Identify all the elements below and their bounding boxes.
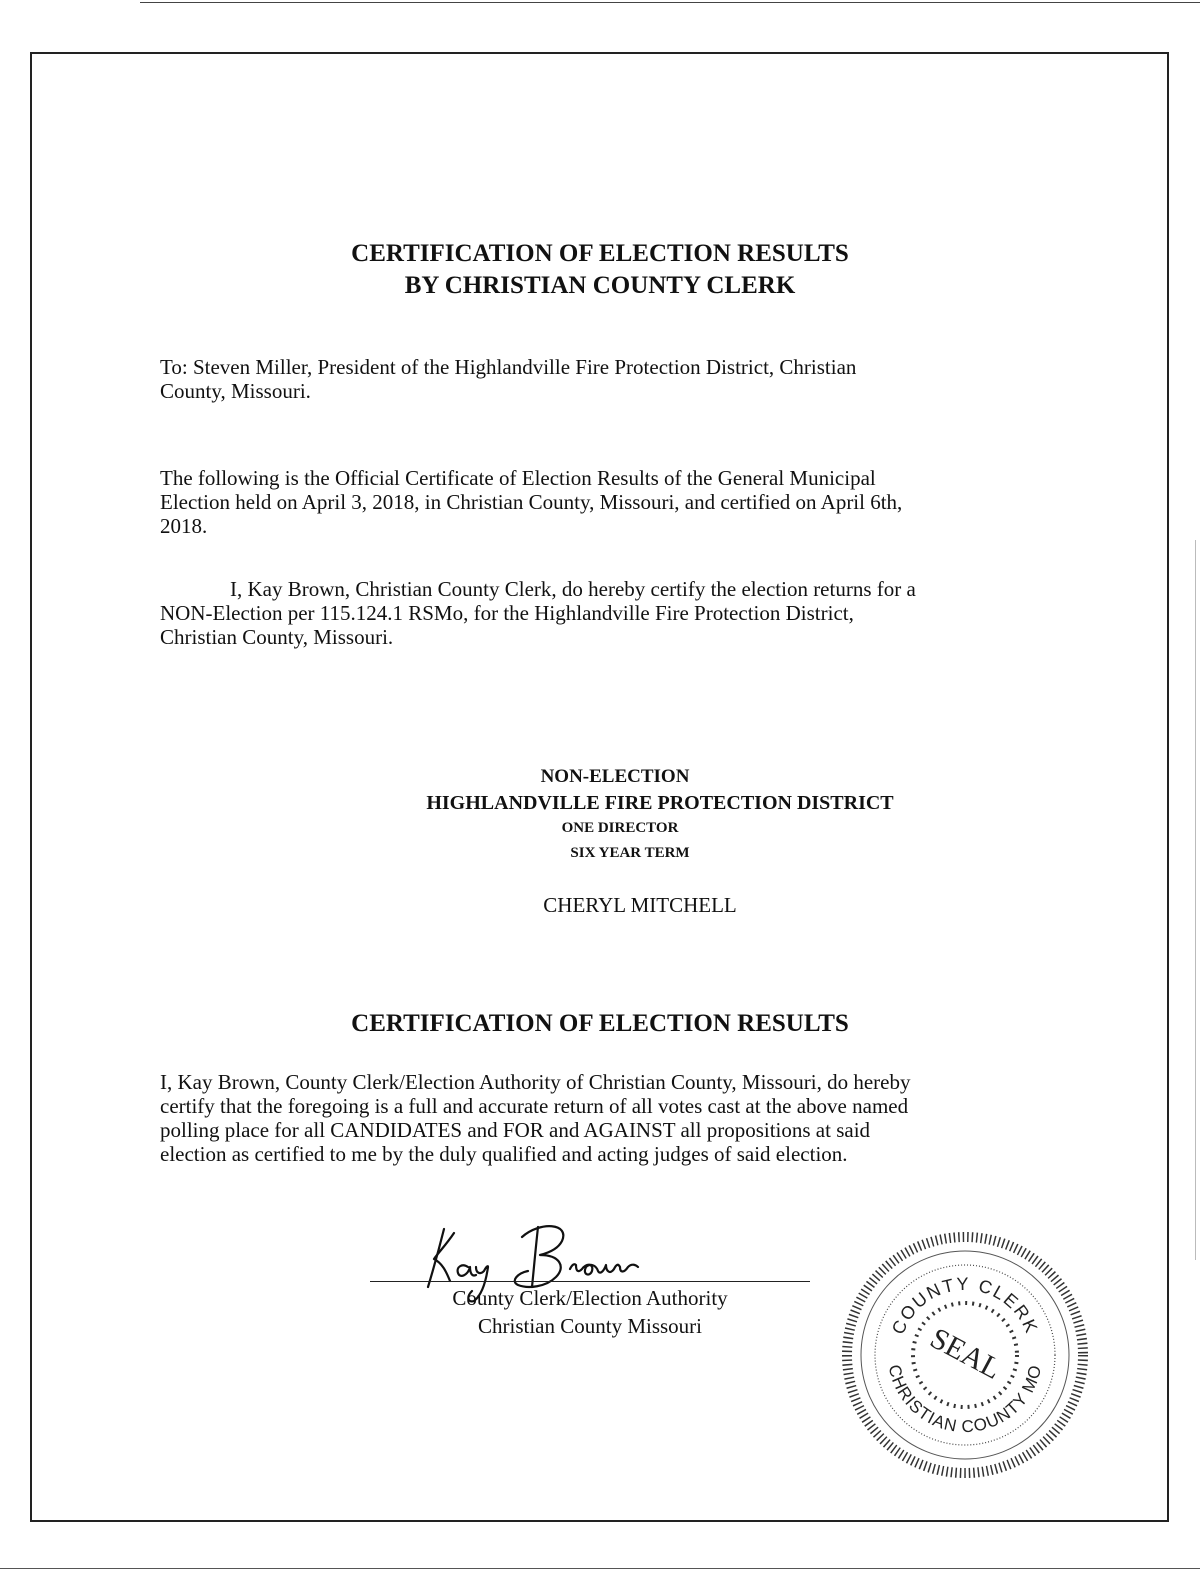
certification-line3: polling place for all CANDIDATES and FOR and AGAINST all propositions at said — [160, 1118, 871, 1142]
seal-top-text: COUNTY CLERK — [887, 1273, 1043, 1338]
certification-paragraph — [160, 1070, 1060, 1166]
certification-line4: election as certified to me by the duly qualified and acting judges of said election. — [160, 1142, 848, 1166]
candidate-name: CHERYL MITCHELL — [543, 893, 737, 917]
certify-line1: I, Kay Brown, Christian County Clerk, do hereby certify the election returns for a — [230, 577, 916, 601]
certification-title: CERTIFICATION OF ELECTION RESULTS — [351, 1010, 849, 1037]
term-label: SIX YEAR TERM — [570, 845, 690, 861]
district-name: HIGHLANDVILLE FIRE PROTECTION DISTRICT — [426, 792, 894, 814]
certify-line3: Christian County, Missouri. — [160, 625, 394, 649]
addressee-paragraph — [160, 355, 1040, 403]
certification-line1: I, Kay Brown, County Clerk/Election Authority of Christian County, Missouri, do hereby — [160, 1070, 911, 1094]
intro-line2: Election held on April 3, 2018, in Christian County, Missouri, and certified on April 6th, — [160, 490, 903, 514]
right-scan-edge — [1195, 540, 1196, 1260]
signature-caption-line1: County Clerk/Election Authority — [452, 1286, 728, 1310]
top-scan-rule — [140, 2, 1200, 3]
county-clerk-seal — [840, 1230, 1090, 1480]
seal-center-text: SEAL — [924, 1321, 1007, 1386]
seal-bottom-text: CHRISTIAN COUNTY MO — [884, 1362, 1046, 1437]
document-title-line1: CERTIFICATION OF ELECTION RESULTS — [351, 240, 849, 267]
intro-paragraph — [160, 466, 1040, 538]
addressee-line1: To: Steven Miller, President of the Highlandville Fire Protection District, Christian — [160, 355, 857, 379]
certification-line2: certify that the foregoing is a full and accurate return of all votes cast at the above named — [160, 1094, 909, 1118]
intro-line3: 2018. — [160, 514, 208, 538]
document-title-line2: BY CHRISTIAN COUNTY CLERK — [404, 272, 796, 299]
svg-text:COUNTY CLERK — [888, 1274, 1042, 1337]
certify-paragraph — [160, 577, 1040, 649]
intro-line1: The following is the Official Certificate of Election Results of the General Municipal — [160, 466, 876, 490]
bottom-scan-rule — [0, 1568, 1200, 1569]
signature-caption-line2: Christian County Missouri — [477, 1314, 703, 1338]
signature-line — [370, 1281, 810, 1282]
office-label: ONE DIRECTOR — [561, 820, 679, 836]
certify-line2: NON-Election per 115.124.1 RSMo, for the Highlandville Fire Protection District, — [160, 601, 854, 625]
non-election-heading: NON-ELECTION — [540, 766, 690, 787]
addressee-line2: County, Missouri. — [160, 379, 311, 403]
